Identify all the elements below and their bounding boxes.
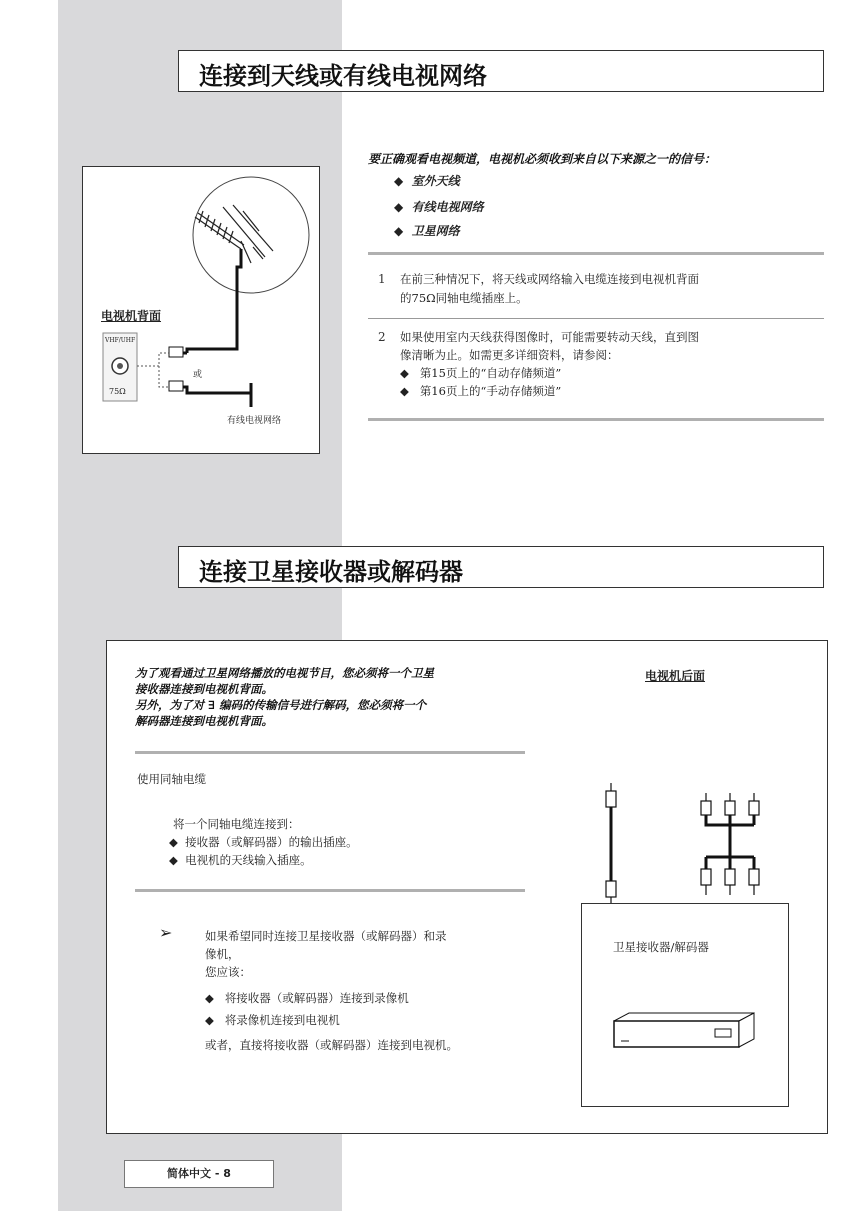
coax-heading: 使用同轴电缆: [137, 772, 206, 786]
note-arrow-icon: ➢: [159, 923, 173, 942]
coax-text: 将一个同轴电缆连接到：: [173, 817, 300, 831]
receiver-icon: [609, 1011, 759, 1061]
section2-title: 连接卫星接收器或解码器: [199, 557, 463, 586]
step-text: 如果使用室内天线获得图像时，可能需要转动天线，直到图 像清晰为止。如需更多详细资料，请参阅： ◆ 第15页上的“自动存储频道” ◆ 第16页上的“手动存储频道”: [400, 330, 699, 398]
section1-title-box: [178, 50, 824, 92]
port-label: VHF/UHF: [105, 337, 136, 344]
ohm-label: 75Ω: [109, 387, 126, 396]
cable-network-label: 有线电视网络: [227, 416, 282, 426]
note-list: ◆ 将接收器（或解码器）连接到录像机 ◆ 将录像机连接到电视机: [205, 991, 409, 1027]
page-number-box: [124, 1160, 274, 1188]
section2-intro: 为了观看通过卫星网络播放的电视节目，您必须将一个卫星 接收器连接到电视机背面。 另外，为了对 ∃ 编码的传输信号进行解码，您必须将一个 解码器连接到电视机背面。: [135, 666, 434, 728]
tv-rear-label: 电视机后面: [645, 669, 706, 683]
receiver-label: 卫星接收器/解码器: [613, 940, 709, 954]
source-item: ◆ 卫星网络: [394, 224, 460, 238]
divider: [135, 889, 525, 892]
source-item: ◆ 室外天线: [394, 174, 460, 188]
divider: [368, 418, 824, 421]
note-text: 如果希望同时连接卫星接收器（或解码器）和录 像机， 您应该：: [205, 929, 447, 979]
step-number: 1: [378, 272, 386, 286]
section2-title-box: [178, 546, 824, 588]
coax-list: ◆ 接收器（或解码器）的输出插座。 ◆ 电视机的天线输入插座。: [169, 835, 358, 867]
source-item: ◆ 有线电视网络: [394, 200, 484, 214]
section1-intro: 要正确观看电视频道，电视机必须收到来自以下来源之一的信号：: [368, 152, 717, 166]
step-number: 2: [378, 330, 386, 344]
page-number: 简体中文 - 8: [167, 1167, 231, 1180]
section2-panel: [106, 640, 828, 1134]
note-or: 或者，直接将接收器（或解码器）连接到电视机。: [205, 1038, 458, 1052]
section1-title: 连接到天线或有线电视网络: [199, 61, 487, 90]
divider: [368, 252, 824, 255]
divider: [135, 751, 525, 754]
step-text: 在前三种情况下，将天线或网络输入电缆连接到电视机背面 的75Ω同轴电缆插座上。: [400, 272, 699, 305]
divider: [368, 318, 824, 319]
receiver-box: [581, 903, 789, 1107]
antenna-diagram: [82, 166, 320, 454]
tv-back-label: 电视机背面: [101, 309, 162, 323]
or-label: 或: [193, 370, 203, 380]
